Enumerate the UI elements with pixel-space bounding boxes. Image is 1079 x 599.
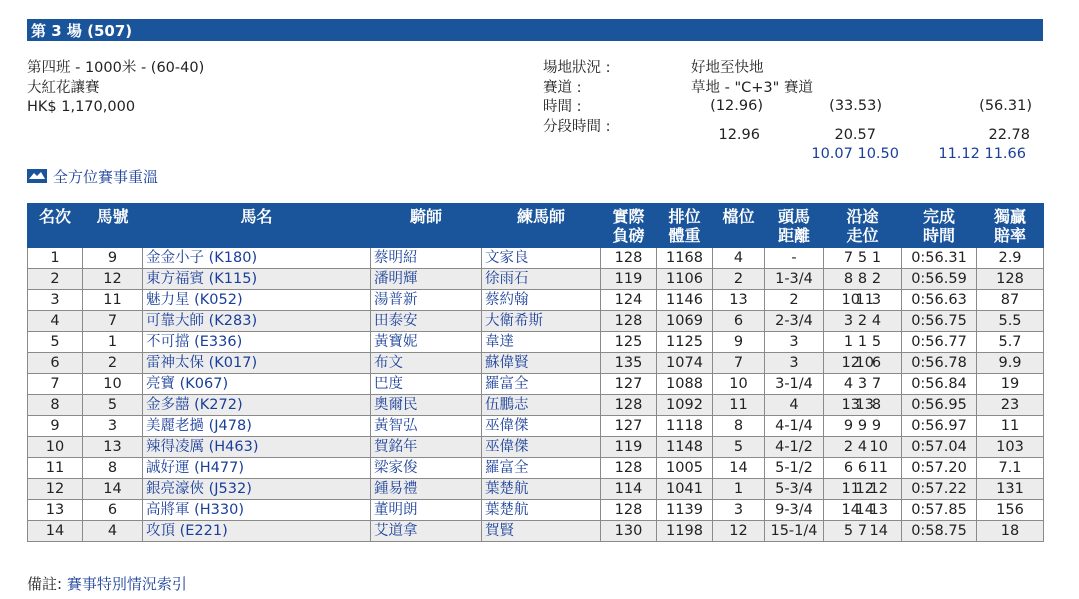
jockey-link[interactable]: 布文: [371, 353, 482, 374]
declared-weight-cell: 1198: [657, 521, 713, 542]
column-header: 頭馬 距離: [765, 204, 824, 248]
running-position-cell: [824, 479, 902, 500]
draw-cell: 13: [713, 290, 765, 311]
trainer-link[interactable]: 賀賢: [482, 521, 601, 542]
lbw-cell: 3: [765, 332, 824, 353]
column-header: 馬號: [83, 204, 143, 248]
draw-cell: 2: [713, 269, 765, 290]
draw-cell: 1: [713, 479, 765, 500]
finish-time-cell: 0:56.78: [902, 353, 977, 374]
course-value: 草地 - "C+3" 賽道: [691, 79, 813, 96]
finish-time-cell: 0:57.20: [902, 458, 977, 479]
running-position: 13: [855, 396, 874, 413]
place-cell: 4: [28, 311, 83, 332]
running-position: 8: [871, 396, 882, 413]
running-position-cell: [824, 437, 902, 458]
table-row: [28, 500, 1044, 521]
running-position: 6: [871, 354, 882, 371]
draw-cell: 6: [713, 311, 765, 332]
win-odds-cell: 9.9: [977, 353, 1044, 374]
video-replay-icon: [27, 169, 47, 183]
place-cell: 2: [28, 269, 83, 290]
declared-weight-cell: 1125: [657, 332, 713, 353]
running-position: 6: [857, 459, 868, 476]
finish-time-cell: 0:56.97: [902, 416, 977, 437]
running-position: 2: [857, 312, 868, 329]
win-odds-cell: 5.5: [977, 311, 1044, 332]
column-header: 沿途 走位: [824, 204, 902, 248]
running-position: 5: [843, 522, 854, 539]
replay-link-label[interactable]: 全方位賽事重溫: [53, 168, 159, 186]
table-row: [28, 332, 1044, 353]
win-odds-cell: 87: [977, 290, 1044, 311]
horse-no-cell: 10: [83, 374, 143, 395]
running-position: 2: [871, 270, 882, 287]
column-header: 完成 時間: [902, 204, 977, 248]
lbw-cell: 2: [765, 290, 824, 311]
column-header: 檔位: [713, 204, 765, 248]
actual-weight-cell: 128: [601, 311, 657, 332]
trainer-link[interactable]: 葉楚航: [482, 500, 601, 521]
horse-name-link[interactable]: 東方福賓 (K115): [143, 269, 371, 290]
sectional-label: 分段時間 :: [543, 118, 611, 135]
replay-link[interactable]: [27, 166, 158, 187]
jockey-link[interactable]: 黃寶妮: [371, 332, 482, 353]
running-position: 10: [855, 354, 874, 371]
win-odds-cell: 23: [977, 395, 1044, 416]
jockey-link[interactable]: 賀銘年: [371, 437, 482, 458]
column-header: 獨贏 賠率: [977, 204, 1044, 248]
trainer-link[interactable]: 巫偉傑: [482, 437, 601, 458]
race-class-distance: 第四班 - 1000米 - (60-40): [27, 60, 205, 76]
finish-time-cell: 0:56.84: [902, 374, 977, 395]
course-label: 賽道 :: [543, 79, 582, 96]
win-odds-cell: 7.1: [977, 458, 1044, 479]
column-header: 練馬師: [482, 204, 601, 248]
draw-cell: 3: [713, 500, 765, 521]
declared-weight-cell: 1146: [657, 290, 713, 311]
finish-time-cell: 0:56.31: [902, 248, 977, 269]
race-name: 大紅花讓賽: [27, 79, 100, 96]
column-header: 實際 負磅: [601, 204, 657, 248]
running-position: 9: [857, 417, 868, 434]
horse-no-cell: 11: [83, 290, 143, 311]
horse-no-cell: 7: [83, 311, 143, 332]
horse-no-cell: 6: [83, 500, 143, 521]
lbw-cell: 4-1/2: [765, 437, 824, 458]
sectional-1: 12.96: [718, 127, 760, 143]
trainer-link[interactable]: 蘇偉賢: [482, 353, 601, 374]
finish-time-cell: 0:58.75: [902, 521, 977, 542]
finish-time-cell: 0:57.04: [902, 437, 977, 458]
running-position: 1: [871, 249, 882, 266]
race-title: 第 3 場 (507): [31, 22, 133, 40]
place-cell: 11: [28, 458, 83, 479]
running-position: 4: [857, 438, 868, 455]
table-row: [28, 395, 1044, 416]
running-position-cell: [824, 458, 902, 479]
horse-no-cell: 2: [83, 353, 143, 374]
trainer-link[interactable]: 葉楚航: [482, 479, 601, 500]
sub-sectional-3: 11.12 11.66: [938, 146, 1026, 162]
table-row: [28, 290, 1044, 311]
running-position: 7: [871, 375, 882, 392]
running-position: 4: [843, 375, 854, 392]
place-cell: 3: [28, 290, 83, 311]
running-position-cell: [824, 416, 902, 437]
sub-sectional-2: 10.07 10.50: [811, 146, 899, 162]
running-position-cell: [824, 353, 902, 374]
table-row: [28, 437, 1044, 458]
running-position-cell: [824, 500, 902, 521]
running-position: 10: [869, 438, 888, 455]
lbw-cell: 15-1/4: [765, 521, 824, 542]
declared-weight-cell: 1168: [657, 248, 713, 269]
draw-cell: 12: [713, 521, 765, 542]
lbw-cell: -: [765, 248, 824, 269]
going-value: 好地至快地: [691, 60, 764, 76]
running-position: 8: [857, 270, 868, 287]
running-position-cell: [824, 290, 902, 311]
horse-name-link[interactable]: 金金小子 (K180): [143, 248, 371, 269]
running-position: 6: [843, 459, 854, 476]
actual-weight-cell: 119: [601, 437, 657, 458]
jockey-link[interactable]: 董明朗: [371, 500, 482, 521]
trainer-link[interactable]: 蔡約翰: [482, 290, 601, 311]
declared-weight-cell: 1041: [657, 479, 713, 500]
running-position: 12: [855, 480, 874, 497]
lbw-cell: 5-1/2: [765, 458, 824, 479]
draw-cell: 4: [713, 248, 765, 269]
declared-weight-cell: 1069: [657, 311, 713, 332]
time-2: (33.53): [829, 98, 882, 114]
lbw-cell: 4-1/4: [765, 416, 824, 437]
jockey-link[interactable]: 奧爾民: [371, 395, 482, 416]
declared-weight-cell: 1106: [657, 269, 713, 290]
column-header: 馬名: [143, 204, 371, 248]
draw-cell: 8: [713, 416, 765, 437]
trainer-link[interactable]: 伍鵬志: [482, 395, 601, 416]
draw-cell: 14: [713, 458, 765, 479]
place-cell: 12: [28, 479, 83, 500]
lbw-cell: 3: [765, 353, 824, 374]
running-position: 9: [871, 417, 882, 434]
draw-cell: 7: [713, 353, 765, 374]
declared-weight-cell: 1074: [657, 353, 713, 374]
running-position: 1: [857, 333, 868, 350]
race-info: [27, 59, 204, 118]
place-cell: 14: [28, 521, 83, 542]
horse-no-cell: 13: [83, 437, 143, 458]
actual-weight-cell: 119: [601, 269, 657, 290]
table-row: [28, 374, 1044, 395]
win-odds-cell: 156: [977, 500, 1044, 521]
jockey-link[interactable]: 湯普新: [371, 290, 482, 311]
conditions-labels: [543, 59, 611, 137]
running-position: 4: [871, 312, 882, 329]
finish-time-cell: 0:56.95: [902, 395, 977, 416]
declared-weight-cell: 1005: [657, 458, 713, 479]
horse-no-cell: 8: [83, 458, 143, 479]
horse-name-link[interactable]: 美麗老撾 (J478): [143, 416, 371, 437]
lbw-cell: 9-3/4: [765, 500, 824, 521]
horse-name-link[interactable]: 不可擋 (E336): [143, 332, 371, 353]
win-odds-cell: 18: [977, 521, 1044, 542]
running-position-cell: [824, 311, 902, 332]
column-header: 騎師: [371, 204, 482, 248]
horse-no-cell: 3: [83, 416, 143, 437]
remark-label: 備註:: [27, 575, 63, 593]
running-position: 7: [843, 249, 854, 266]
horse-no-cell: 5: [83, 395, 143, 416]
finish-time-cell: 0:56.63: [902, 290, 977, 311]
running-position: 11: [855, 291, 874, 308]
lbw-cell: 1-3/4: [765, 269, 824, 290]
actual-weight-cell: 128: [601, 248, 657, 269]
running-position: 1: [843, 333, 854, 350]
finish-time-cell: 0:56.59: [902, 269, 977, 290]
table-row: [28, 248, 1044, 269]
declared-weight-cell: 1092: [657, 395, 713, 416]
win-odds-cell: 19: [977, 374, 1044, 395]
jockey-link[interactable]: 梁家俊: [371, 458, 482, 479]
jockey-link[interactable]: 艾道拿: [371, 521, 482, 542]
remark-link[interactable]: 賽事特別情況索引: [66, 575, 187, 593]
running-position: 13: [841, 396, 860, 413]
running-position: 13: [869, 501, 888, 518]
place-cell: 8: [28, 395, 83, 416]
win-odds-cell: 131: [977, 479, 1044, 500]
running-position: 11: [841, 480, 860, 497]
running-position: 12: [841, 354, 860, 371]
horse-no-cell: 14: [83, 479, 143, 500]
trainer-link[interactable]: 巫偉傑: [482, 416, 601, 437]
sectional-2: 20.57: [834, 127, 876, 143]
horse-name-link[interactable]: 亮寶 (K067): [143, 374, 371, 395]
running-position-cell: [824, 374, 902, 395]
horse-name-link[interactable]: 雷神太保 (K017): [143, 353, 371, 374]
table-row: [28, 353, 1044, 374]
place-cell: 1: [28, 248, 83, 269]
horse-no-cell: 12: [83, 269, 143, 290]
finish-time-cell: 0:56.77: [902, 332, 977, 353]
declared-weight-cell: 1088: [657, 374, 713, 395]
running-position: 3: [871, 291, 882, 308]
column-header: 名次: [28, 204, 83, 248]
trainer-link[interactable]: 羅富全: [482, 458, 601, 479]
trainer-link[interactable]: 羅富全: [482, 374, 601, 395]
place-cell: 10: [28, 437, 83, 458]
jockey-link[interactable]: 鍾易禮: [371, 479, 482, 500]
lbw-cell: 4: [765, 395, 824, 416]
draw-cell: 10: [713, 374, 765, 395]
running-position-cell: [824, 248, 902, 269]
place-cell: 9: [28, 416, 83, 437]
table-row: [28, 269, 1044, 290]
declared-weight-cell: 1118: [657, 416, 713, 437]
running-position: 2: [843, 438, 854, 455]
running-position: 7: [857, 522, 868, 539]
running-position: 9: [843, 417, 854, 434]
going-label: 場地狀況 :: [543, 60, 611, 76]
running-position: 3: [843, 312, 854, 329]
table-row: [28, 479, 1044, 500]
horse-name-link[interactable]: 可靠大師 (K283): [143, 311, 371, 332]
table-row: [28, 416, 1044, 437]
table-row: [28, 521, 1044, 542]
win-odds-cell: 5.7: [977, 332, 1044, 353]
win-odds-cell: 11: [977, 416, 1044, 437]
trainer-link[interactable]: 大衛希斯: [482, 311, 601, 332]
place-cell: 5: [28, 332, 83, 353]
lbw-cell: 5-3/4: [765, 479, 824, 500]
table-row: [28, 458, 1044, 479]
running-position: 8: [843, 270, 854, 287]
declared-weight-cell: 1139: [657, 500, 713, 521]
win-odds-cell: 2.9: [977, 248, 1044, 269]
horse-name-link[interactable]: 攻頂 (E221): [143, 521, 371, 542]
running-position: 14: [855, 501, 874, 518]
table-header-row: [28, 204, 1044, 248]
jockey-link[interactable]: 黃智弘: [371, 416, 482, 437]
trainer-link[interactable]: 韋達: [482, 332, 601, 353]
running-position: 3: [857, 375, 868, 392]
jockey-link[interactable]: 田泰安: [371, 311, 482, 332]
race-title-bar: [27, 19, 1043, 41]
trainer-link[interactable]: 文家良: [482, 248, 601, 269]
actual-weight-cell: 128: [601, 395, 657, 416]
actual-weight-cell: 127: [601, 374, 657, 395]
place-cell: 6: [28, 353, 83, 374]
actual-weight-cell: 128: [601, 458, 657, 479]
actual-weight-cell: 127: [601, 416, 657, 437]
sectional-3: 22.78: [988, 127, 1030, 143]
running-position: 11: [869, 459, 888, 476]
running-position-cell: [824, 395, 902, 416]
results-table: [27, 203, 1044, 542]
actual-weight-cell: 130: [601, 521, 657, 542]
time-label: 時間 :: [543, 99, 582, 115]
running-position: 12: [869, 480, 888, 497]
horse-name-link[interactable]: 金多囍 (K272): [143, 395, 371, 416]
actual-weight-cell: 128: [601, 500, 657, 521]
actual-weight-cell: 114: [601, 479, 657, 500]
draw-cell: 11: [713, 395, 765, 416]
time-3: (56.31): [979, 98, 1032, 114]
lbw-cell: 2-3/4: [765, 311, 824, 332]
horse-name-link[interactable]: 高將軍 (H330): [143, 500, 371, 521]
horse-no-cell: 4: [83, 521, 143, 542]
running-position: 5: [871, 333, 882, 350]
place-cell: 13: [28, 500, 83, 521]
actual-weight-cell: 125: [601, 332, 657, 353]
horse-name-link[interactable]: 誠好運 (H477): [143, 458, 371, 479]
trainer-link[interactable]: 徐雨石: [482, 269, 601, 290]
horse-no-cell: 1: [83, 332, 143, 353]
horse-name-link[interactable]: 辣得凌厲 (H463): [143, 437, 371, 458]
draw-cell: 5: [713, 437, 765, 458]
actual-weight-cell: 124: [601, 290, 657, 311]
running-position: 5: [857, 249, 868, 266]
table-row: [28, 311, 1044, 332]
lbw-cell: 3-1/4: [765, 374, 824, 395]
horse-name-link[interactable]: 魅力星 (K052): [143, 290, 371, 311]
time-1: (12.96): [710, 98, 763, 114]
running-position-cell: [824, 521, 902, 542]
running-position: 14: [841, 501, 860, 518]
jockey-link[interactable]: 巴度: [371, 374, 482, 395]
race-prize: HK$ 1,170,000: [27, 99, 136, 115]
horse-no-cell: 9: [83, 248, 143, 269]
finish-time-cell: 0:57.85: [902, 500, 977, 521]
finish-time-cell: 0:56.75: [902, 311, 977, 332]
running-position-cell: [824, 269, 902, 290]
declared-weight-cell: 1148: [657, 437, 713, 458]
jockey-link[interactable]: 蔡明紹: [371, 248, 482, 269]
finish-time-cell: 0:57.22: [902, 479, 977, 500]
running-position: 14: [869, 522, 888, 539]
horse-name-link[interactable]: 銀亮濠俠 (J532): [143, 479, 371, 500]
remark: [27, 573, 187, 594]
actual-weight-cell: 135: [601, 353, 657, 374]
jockey-link[interactable]: 潘明輝: [371, 269, 482, 290]
place-cell: 7: [28, 374, 83, 395]
win-odds-cell: 103: [977, 437, 1044, 458]
running-position-cell: [824, 332, 902, 353]
running-position: 10: [841, 291, 860, 308]
column-header: 排位 體重: [657, 204, 713, 248]
draw-cell: 9: [713, 332, 765, 353]
win-odds-cell: 128: [977, 269, 1044, 290]
